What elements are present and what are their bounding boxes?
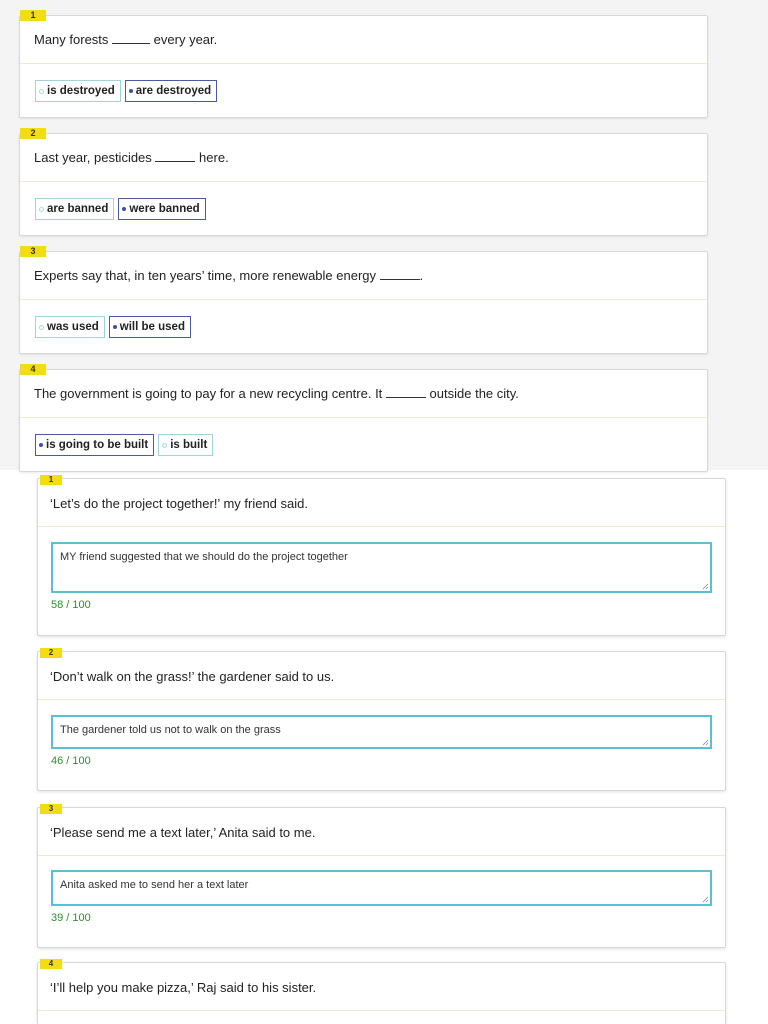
question-text-after: . — [419, 268, 424, 283]
option-button[interactable] — [35, 80, 121, 102]
mc-question-card — [19, 10, 708, 118]
radio-icon — [162, 443, 167, 448]
character-counter: 46 / 100 — [51, 755, 91, 767]
mc-question-card — [19, 128, 708, 236]
question-text — [34, 32, 217, 47]
reported-speech-prompt: ‘Don’t walk on the grass!’ the gardener said to us. — [50, 669, 335, 684]
card-divider — [38, 526, 725, 527]
answer-blank — [380, 278, 420, 280]
question-text-before: Experts say that, in ten years’ time, more renewable energy — [34, 268, 377, 283]
answer-text: Anita asked me to send her a text later — [60, 879, 249, 891]
option-label: are destroyed — [135, 85, 212, 97]
option-button[interactable] — [109, 316, 191, 338]
radio-icon — [129, 89, 133, 93]
answer-options — [35, 434, 213, 456]
reported-speech-prompt: ‘Please send me a text later,’ Anita said to me. — [50, 825, 316, 840]
answer-options — [35, 316, 191, 338]
multiple-choice-section — [0, 0, 768, 470]
answer-blank — [386, 396, 426, 398]
question-text-after: outside the city. — [429, 386, 519, 401]
option-label: are banned — [47, 203, 109, 215]
question-text — [34, 150, 229, 165]
question-text-after: every year. — [153, 32, 218, 47]
character-counter: 39 / 100 — [51, 912, 91, 924]
rewrite-task-card — [37, 959, 726, 1024]
question-number-badge: 3 — [40, 804, 62, 814]
mc-question-card — [19, 246, 708, 354]
question-number-badge: 4 — [40, 959, 62, 969]
option-button[interactable] — [125, 80, 217, 102]
question-text — [34, 268, 423, 283]
question-text-after: here. — [199, 150, 229, 165]
radio-icon — [39, 89, 44, 94]
option-button[interactable] — [35, 434, 154, 456]
option-button[interactable] — [35, 316, 105, 338]
option-label: is destroyed — [47, 85, 115, 97]
reported-speech-prompt: ‘I’ll help you make pizza,’ Raj said to his sister. — [50, 980, 317, 995]
resize-handle-icon[interactable] — [702, 583, 709, 590]
question-number-badge: 2 — [20, 128, 46, 139]
character-counter: 58 / 100 — [51, 599, 91, 611]
card-divider — [20, 417, 707, 418]
option-button[interactable] — [35, 198, 114, 220]
answer-blank — [112, 42, 150, 44]
answer-text: MY friend suggested that we should do the project together — [60, 551, 348, 563]
question-text-before: Last year, pesticides — [34, 150, 152, 165]
question-text-before: The government is going to pay for a new recycling centre. It — [34, 386, 383, 401]
option-label: is going to be built — [46, 439, 149, 451]
question-text-before: Many forests — [34, 32, 109, 47]
answer-options — [35, 198, 206, 220]
question-number-badge: 1 — [40, 475, 62, 485]
answer-textarea[interactable] — [51, 870, 712, 906]
rewrite-task-card — [37, 804, 726, 948]
option-label: were banned — [129, 203, 200, 215]
option-label: is built — [170, 439, 208, 451]
radio-icon — [39, 207, 44, 212]
option-label: was used — [47, 321, 99, 333]
card-divider — [20, 63, 707, 64]
resize-handle-icon[interactable] — [702, 739, 709, 746]
answer-textarea[interactable] — [51, 715, 712, 749]
option-button[interactable] — [158, 434, 213, 456]
rewrite-task-card — [37, 475, 726, 636]
question-number-badge: 3 — [20, 246, 46, 257]
mc-question-card — [19, 364, 708, 472]
answer-text: The gardener told us not to walk on the grass — [60, 724, 281, 736]
option-label: will be used — [119, 321, 185, 333]
answer-textarea[interactable] — [51, 542, 712, 593]
card-divider — [38, 855, 725, 856]
radio-icon — [39, 443, 43, 447]
answer-options — [35, 80, 217, 102]
card-divider — [20, 299, 707, 300]
rewrite-task-card — [37, 648, 726, 791]
radio-icon — [39, 325, 44, 330]
reported-speech-prompt: ‘Let’s do the project together!’ my friend said. — [50, 496, 308, 511]
card-divider — [38, 1010, 725, 1011]
radio-icon — [113, 325, 117, 329]
question-number-badge: 4 — [20, 364, 46, 375]
card-divider — [20, 181, 707, 182]
question-number-badge: 1 — [20, 10, 46, 21]
option-button[interactable] — [118, 198, 205, 220]
question-number-badge: 2 — [40, 648, 62, 658]
resize-handle-icon[interactable] — [702, 896, 709, 903]
answer-blank — [155, 160, 195, 162]
card-divider — [38, 699, 725, 700]
question-text — [34, 386, 519, 401]
radio-icon — [122, 207, 126, 211]
